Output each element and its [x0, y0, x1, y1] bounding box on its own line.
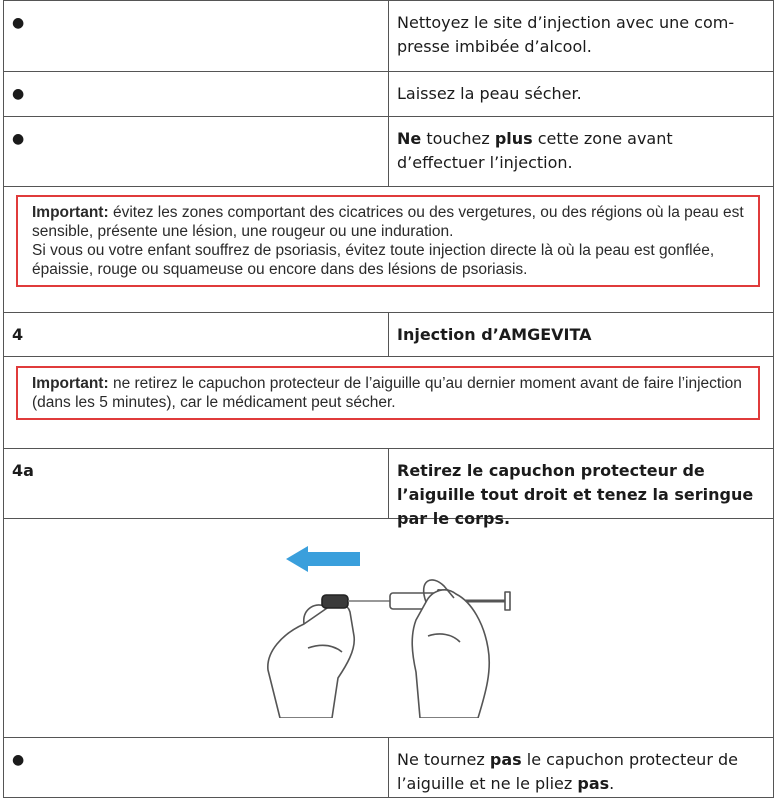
important-warning-box [16, 366, 760, 420]
instruction-cell [389, 1, 773, 71]
important-label: Important: [32, 375, 109, 392]
important-text: ne retirez le capuchon protecteur de l’aiguille qu’au dernier moment avant de faire l’injection (dans les 5 minutes), car le médicament peut sécher. [32, 375, 742, 411]
instruction-cell [389, 72, 773, 116]
bullet: ● [12, 86, 25, 102]
bullet-cell [4, 1, 389, 71]
text-part: cette zone avant d’effectuer l’injection. [397, 129, 673, 172]
emphasis: pas [577, 774, 610, 793]
step-row-4a [3, 449, 774, 528]
emphasis: Ne [397, 129, 422, 148]
important-text: évitez les zones comportant des cicatrices ou des vergetures, ou des régions où la peau est sensible, présente une lésion, une rougeur ou une induration. [32, 204, 744, 240]
needle-cap-icon [322, 595, 348, 608]
instruction-text [397, 127, 765, 175]
step-number-cell [4, 313, 389, 356]
direction-arrow-icon [286, 546, 360, 572]
text-part: touchez [421, 129, 495, 148]
important-paragraph [32, 203, 744, 241]
important-warning-box [16, 195, 760, 287]
important-row-zones [3, 187, 774, 313]
text-part: Ne tournez [397, 750, 490, 769]
emphasis: pas [489, 750, 522, 769]
instruction-text: Laissez la peau sécher. [397, 84, 582, 103]
important-label: Important: [32, 204, 109, 221]
step-row-no-twist [3, 738, 774, 798]
remove-needle-cap-illustration [262, 540, 512, 718]
step-row-clean [3, 0, 774, 72]
bullet-cell [4, 72, 389, 116]
step-row-4 [3, 313, 774, 357]
step-number: 4a [12, 461, 34, 480]
right-hand-icon [412, 590, 489, 718]
bullet-cell [4, 117, 389, 186]
step-title: Injection d’AMGEVITA [397, 325, 592, 344]
step-title-cell [389, 313, 773, 356]
instruction-cell [389, 738, 773, 797]
step-title: Retirez le capuchon protecteur de l’aiguille tout droit et tenez la seringue par le corps. [397, 461, 754, 528]
instruction-text: Nettoyez le site d’injection avec une com-presse imbibée d’alcool. [397, 13, 735, 56]
step-number: 4 [12, 325, 24, 344]
instruction-text [397, 748, 765, 796]
step-title-cell [389, 449, 773, 528]
step-number-cell [4, 449, 389, 518]
step-row-no-touch [3, 117, 774, 187]
bullet-cell [4, 738, 389, 797]
emphasis: plus [494, 129, 533, 148]
important-paragraph: Si vous ou votre enfant souffrez de psoriasis, évitez toute injection directe là où la peau est gonflée, épaissie, rouge ou squameuse ou encore dans des lésions de psoriasis. [32, 242, 715, 278]
bullet: ● [12, 131, 25, 147]
instruction-cell [389, 117, 773, 186]
important-row-cap [3, 357, 774, 449]
text-part: . [609, 774, 615, 793]
text-part: le capuchon protecteur de l’aiguille et ne le pliez [397, 750, 738, 793]
left-hand-icon [268, 604, 354, 718]
bullet: ● [12, 15, 25, 31]
step-row-dry [3, 72, 774, 117]
bullet: ● [12, 752, 25, 768]
